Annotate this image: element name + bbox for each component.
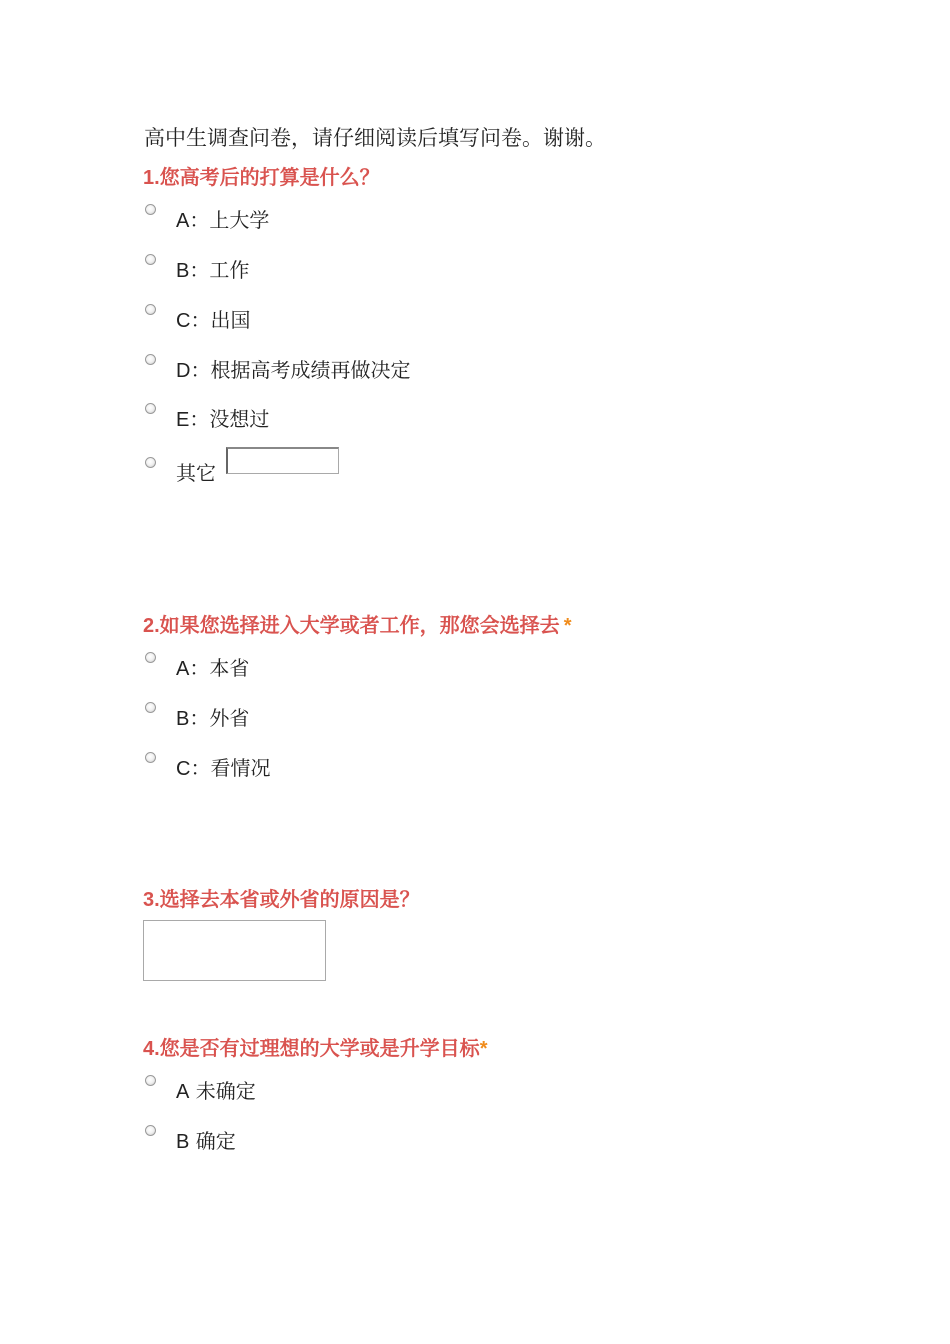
q1-option-b[interactable] <box>145 257 249 287</box>
q4-option-b-text: 确定 <box>189 1129 236 1153</box>
q2-option-c-letter: C <box>176 758 191 780</box>
q1-option-d[interactable] <box>145 357 410 387</box>
required-asterisk: * <box>563 615 572 637</box>
q1-option-c-letter: C <box>176 310 191 332</box>
q1-option-d-radio[interactable] <box>145 354 156 365</box>
q1-option-e[interactable] <box>145 406 269 436</box>
q1-option-other-radio[interactable] <box>145 457 156 468</box>
q1-option-other[interactable] <box>145 460 216 490</box>
question-2-title <box>143 609 571 638</box>
question-3-title <box>143 883 420 912</box>
q4-option-b-radio[interactable] <box>145 1125 156 1136</box>
q2-option-c[interactable] <box>145 755 270 785</box>
q3-answer-textarea[interactable] <box>143 920 326 981</box>
question-4-title-text: 4.您是否有过理想的大学或是升学目标 <box>143 1038 480 1060</box>
q1-option-d-text: ：根据高考成绩再做决定 <box>190 358 411 382</box>
q2-option-a-letter: A <box>176 658 190 680</box>
q2-option-c-text: ：看情况 <box>190 756 271 780</box>
q2-option-b-radio[interactable] <box>145 702 156 713</box>
q1-option-a-text: ：上大学 <box>189 208 270 232</box>
q1-option-b-radio[interactable] <box>145 254 156 265</box>
question-3-title-text: 3.选择去本省或外省的原因是？ <box>143 889 420 911</box>
q2-option-a-text: ：本省 <box>189 656 250 680</box>
q4-option-a-radio[interactable] <box>145 1075 156 1086</box>
q1-option-c[interactable] <box>145 307 250 337</box>
q2-option-a[interactable] <box>145 655 249 685</box>
q1-option-a-radio[interactable] <box>145 204 156 215</box>
q4-option-a[interactable] <box>145 1078 256 1108</box>
q4-option-a-text: 未确定 <box>189 1079 256 1103</box>
q1-option-c-radio[interactable] <box>145 304 156 315</box>
q2-option-b[interactable] <box>145 705 249 735</box>
survey-intro: 高中生调查问卷，请仔细阅读后填写问卷。谢谢。 <box>144 126 606 150</box>
q2-option-a-radio[interactable] <box>145 652 156 663</box>
q2-option-c-radio[interactable] <box>145 752 156 763</box>
q1-option-d-letter: D <box>176 360 191 382</box>
q1-option-e-letter: E <box>176 409 190 431</box>
question-4-title <box>143 1032 487 1061</box>
q1-option-e-radio[interactable] <box>145 403 156 414</box>
q1-option-c-text: ：出国 <box>190 308 251 332</box>
q1-option-a-letter: A <box>176 210 190 232</box>
question-1-title <box>143 161 380 190</box>
q1-option-a[interactable] <box>145 207 269 237</box>
q2-option-b-text: ：外省 <box>189 706 250 730</box>
q1-option-b-letter: B <box>176 260 190 282</box>
q2-option-b-letter: B <box>176 708 190 730</box>
q1-option-other-label: 其它 <box>176 461 216 485</box>
q1-option-e-text: ：没想过 <box>189 407 270 431</box>
q1-other-input[interactable] <box>226 447 339 474</box>
q4-option-b[interactable] <box>145 1128 236 1158</box>
question-1-title-text: 1.您高考后的打算是什么？ <box>143 167 380 189</box>
q4-option-b-letter: B <box>176 1131 190 1153</box>
question-2-title-text: 2.如果您选择进入大学或者工作，那您会选择去 <box>143 615 560 637</box>
q4-option-a-letter: A <box>176 1081 190 1103</box>
required-asterisk: * <box>479 1038 488 1060</box>
q1-option-b-text: ：工作 <box>189 258 250 282</box>
